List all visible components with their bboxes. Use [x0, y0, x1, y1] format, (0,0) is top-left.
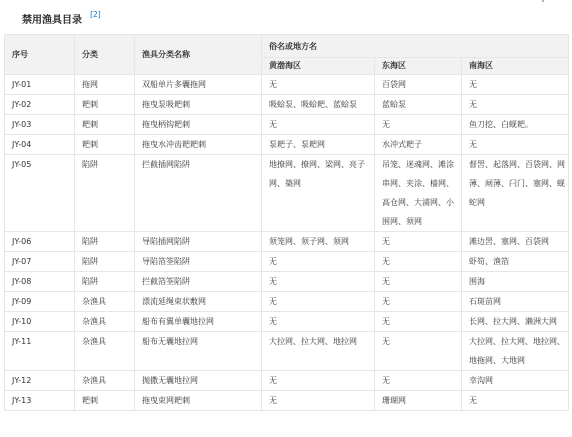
cell-id: JY-05 — [5, 155, 75, 232]
header-category: 分类 — [75, 35, 135, 75]
cell-south-sea: 滩边罟、塞网、百袋网 — [462, 232, 569, 252]
cell-south-sea: 鱼刀挖、白蚬耙。 — [462, 115, 569, 135]
cell-category: 耙刺 — [75, 115, 135, 135]
fishing-gear-table — [4, 34, 569, 411]
cell-east-sea: 无 — [375, 232, 462, 252]
cell-south-sea: 石斑苗网 — [462, 292, 569, 312]
table-row — [5, 312, 569, 332]
cell-id: JY-13 — [5, 391, 75, 411]
table-body — [5, 75, 569, 411]
cell-id: JY-01 — [5, 75, 75, 95]
table-row — [5, 115, 569, 135]
cell-bohai: 无 — [262, 115, 375, 135]
table-header — [5, 35, 569, 75]
table-row — [5, 95, 569, 115]
cell-east-sea: 无 — [375, 115, 462, 135]
cell-south-sea: 无 — [462, 391, 569, 411]
cell-bohai: 无 — [262, 391, 375, 411]
cell-name: 拦截插网陷阱 — [135, 155, 262, 232]
cell-bohai: 无 — [262, 371, 375, 391]
cell-id: JY-07 — [5, 252, 75, 272]
header-name: 渔具分类名称 — [135, 35, 262, 75]
table-caption — [22, 8, 101, 28]
header-id: 序号 — [5, 35, 75, 75]
cell-category: 陷阱 — [75, 232, 135, 252]
cell-south-sea: 无 — [462, 135, 569, 155]
cell-south-sea: 围海 — [462, 272, 569, 292]
cell-bohai: 吸蛤泵、吸蛤耙、蓝蛤泵 — [262, 95, 375, 115]
header-east-sea: 东海区 — [375, 58, 462, 75]
table-row — [5, 252, 569, 272]
cell-bohai: 无 — [262, 252, 375, 272]
cell-id: JY-10 — [5, 312, 75, 332]
cell-bohai: 须笼网、须子网、须网 — [262, 232, 375, 252]
cell-id: JY-12 — [5, 371, 75, 391]
cell-name: 拖曳泵吸耙刺 — [135, 95, 262, 115]
table-row — [5, 135, 569, 155]
table-row — [5, 332, 569, 371]
cell-name: 导陷箔筌陷阱 — [135, 252, 262, 272]
cell-name: 双船单片多囊拖网 — [135, 75, 262, 95]
cell-name: 船布有翼单囊地拉网 — [135, 312, 262, 332]
header-south-sea: 南海区 — [462, 58, 569, 75]
cell-south-sea: 虾笱、渔箔 — [462, 252, 569, 272]
corner-dot — [542, 0, 544, 2]
cell-category: 耙刺 — [75, 135, 135, 155]
cell-category: 陷阱 — [75, 155, 135, 232]
cell-id: JY-11 — [5, 332, 75, 371]
cell-south-sea: 无 — [462, 75, 569, 95]
cell-category: 杂渔具 — [75, 292, 135, 312]
reference-link[interactable]: [2] — [90, 9, 101, 19]
cell-name: 导陷插网陷阱 — [135, 232, 262, 252]
cell-category: 耙刺 — [75, 391, 135, 411]
cell-category: 杂渔具 — [75, 371, 135, 391]
cell-south-sea: 幸沟网 — [462, 371, 569, 391]
cell-id: JY-02 — [5, 95, 75, 115]
table-row — [5, 75, 569, 95]
cell-east-sea: 无 — [375, 272, 462, 292]
cell-east-sea: 无 — [375, 252, 462, 272]
cell-id: JY-04 — [5, 135, 75, 155]
page-title: 禁用渔具目录 — [22, 15, 82, 26]
header-bohai: 黄渤海区 — [262, 58, 375, 75]
cell-name: 拦截箔筌陷阱 — [135, 272, 262, 292]
cell-bohai: 地撩网、撩网、梁网、亮子网、築网 — [262, 155, 375, 232]
cell-bohai: 大拉网、拉大网、地拉网 — [262, 332, 375, 371]
table-row — [5, 391, 569, 411]
cell-id: JY-09 — [5, 292, 75, 312]
cell-id: JY-06 — [5, 232, 75, 252]
cell-category: 拖网 — [75, 75, 135, 95]
cell-bohai: 无 — [262, 75, 375, 95]
cell-name: 拖曳束网耙刺 — [135, 391, 262, 411]
cell-east-sea: 无 — [375, 292, 462, 312]
cell-south-sea: 大拉网、拉大网、地拉网、地拖网、大地网 — [462, 332, 569, 371]
cell-category: 杂渔具 — [75, 332, 135, 371]
cell-category: 杂渔具 — [75, 312, 135, 332]
table-row — [5, 155, 569, 232]
cell-east-sea: 吊笼、迷魂网、滩涂串网、夹涂、樯网、高仓网、大浦网、小围网、须网 — [375, 155, 462, 232]
cell-name: 拖曳柄钩耙刺 — [135, 115, 262, 135]
cell-id: JY-03 — [5, 115, 75, 135]
table-row — [5, 371, 569, 391]
cell-bohai: 无 — [262, 292, 375, 312]
cell-east-sea: 百袋网 — [375, 75, 462, 95]
cell-south-sea: 督罟、起落网、百袋网、网薄、闸薄、闩门、塞网、蚬蛇网 — [462, 155, 569, 232]
cell-bohai: 无 — [262, 272, 375, 292]
cell-bohai: 无 — [262, 312, 375, 332]
header-row-top — [5, 35, 569, 58]
table-row — [5, 272, 569, 292]
cell-east-sea: 珊瑚网 — [375, 391, 462, 411]
cell-bohai: 泵耙子、泵耙网 — [262, 135, 375, 155]
cell-south-sea: 长网、拉大网、濑洲大网 — [462, 312, 569, 332]
cell-name: 漂流延绳束状敷网 — [135, 292, 262, 312]
header-local-names: 俗名或地方名 — [262, 35, 569, 58]
cell-east-sea: 无 — [375, 312, 462, 332]
cell-south-sea: 无 — [462, 95, 569, 115]
cell-east-sea: 无 — [375, 371, 462, 391]
cell-east-sea: 水冲式耙子 — [375, 135, 462, 155]
table-row — [5, 292, 569, 312]
cell-category: 陷阱 — [75, 252, 135, 272]
cell-east-sea: 蓝蛤泵 — [375, 95, 462, 115]
cell-category: 陷阱 — [75, 272, 135, 292]
cell-east-sea: 无 — [375, 332, 462, 371]
cell-category: 耙刺 — [75, 95, 135, 115]
cell-id: JY-08 — [5, 272, 75, 292]
table-row — [5, 232, 569, 252]
cell-name: 拖曳水冲齿耙耙刺 — [135, 135, 262, 155]
cell-name: 船布无囊地拉网 — [135, 332, 262, 371]
cell-name: 抛撒无囊地拉网 — [135, 371, 262, 391]
